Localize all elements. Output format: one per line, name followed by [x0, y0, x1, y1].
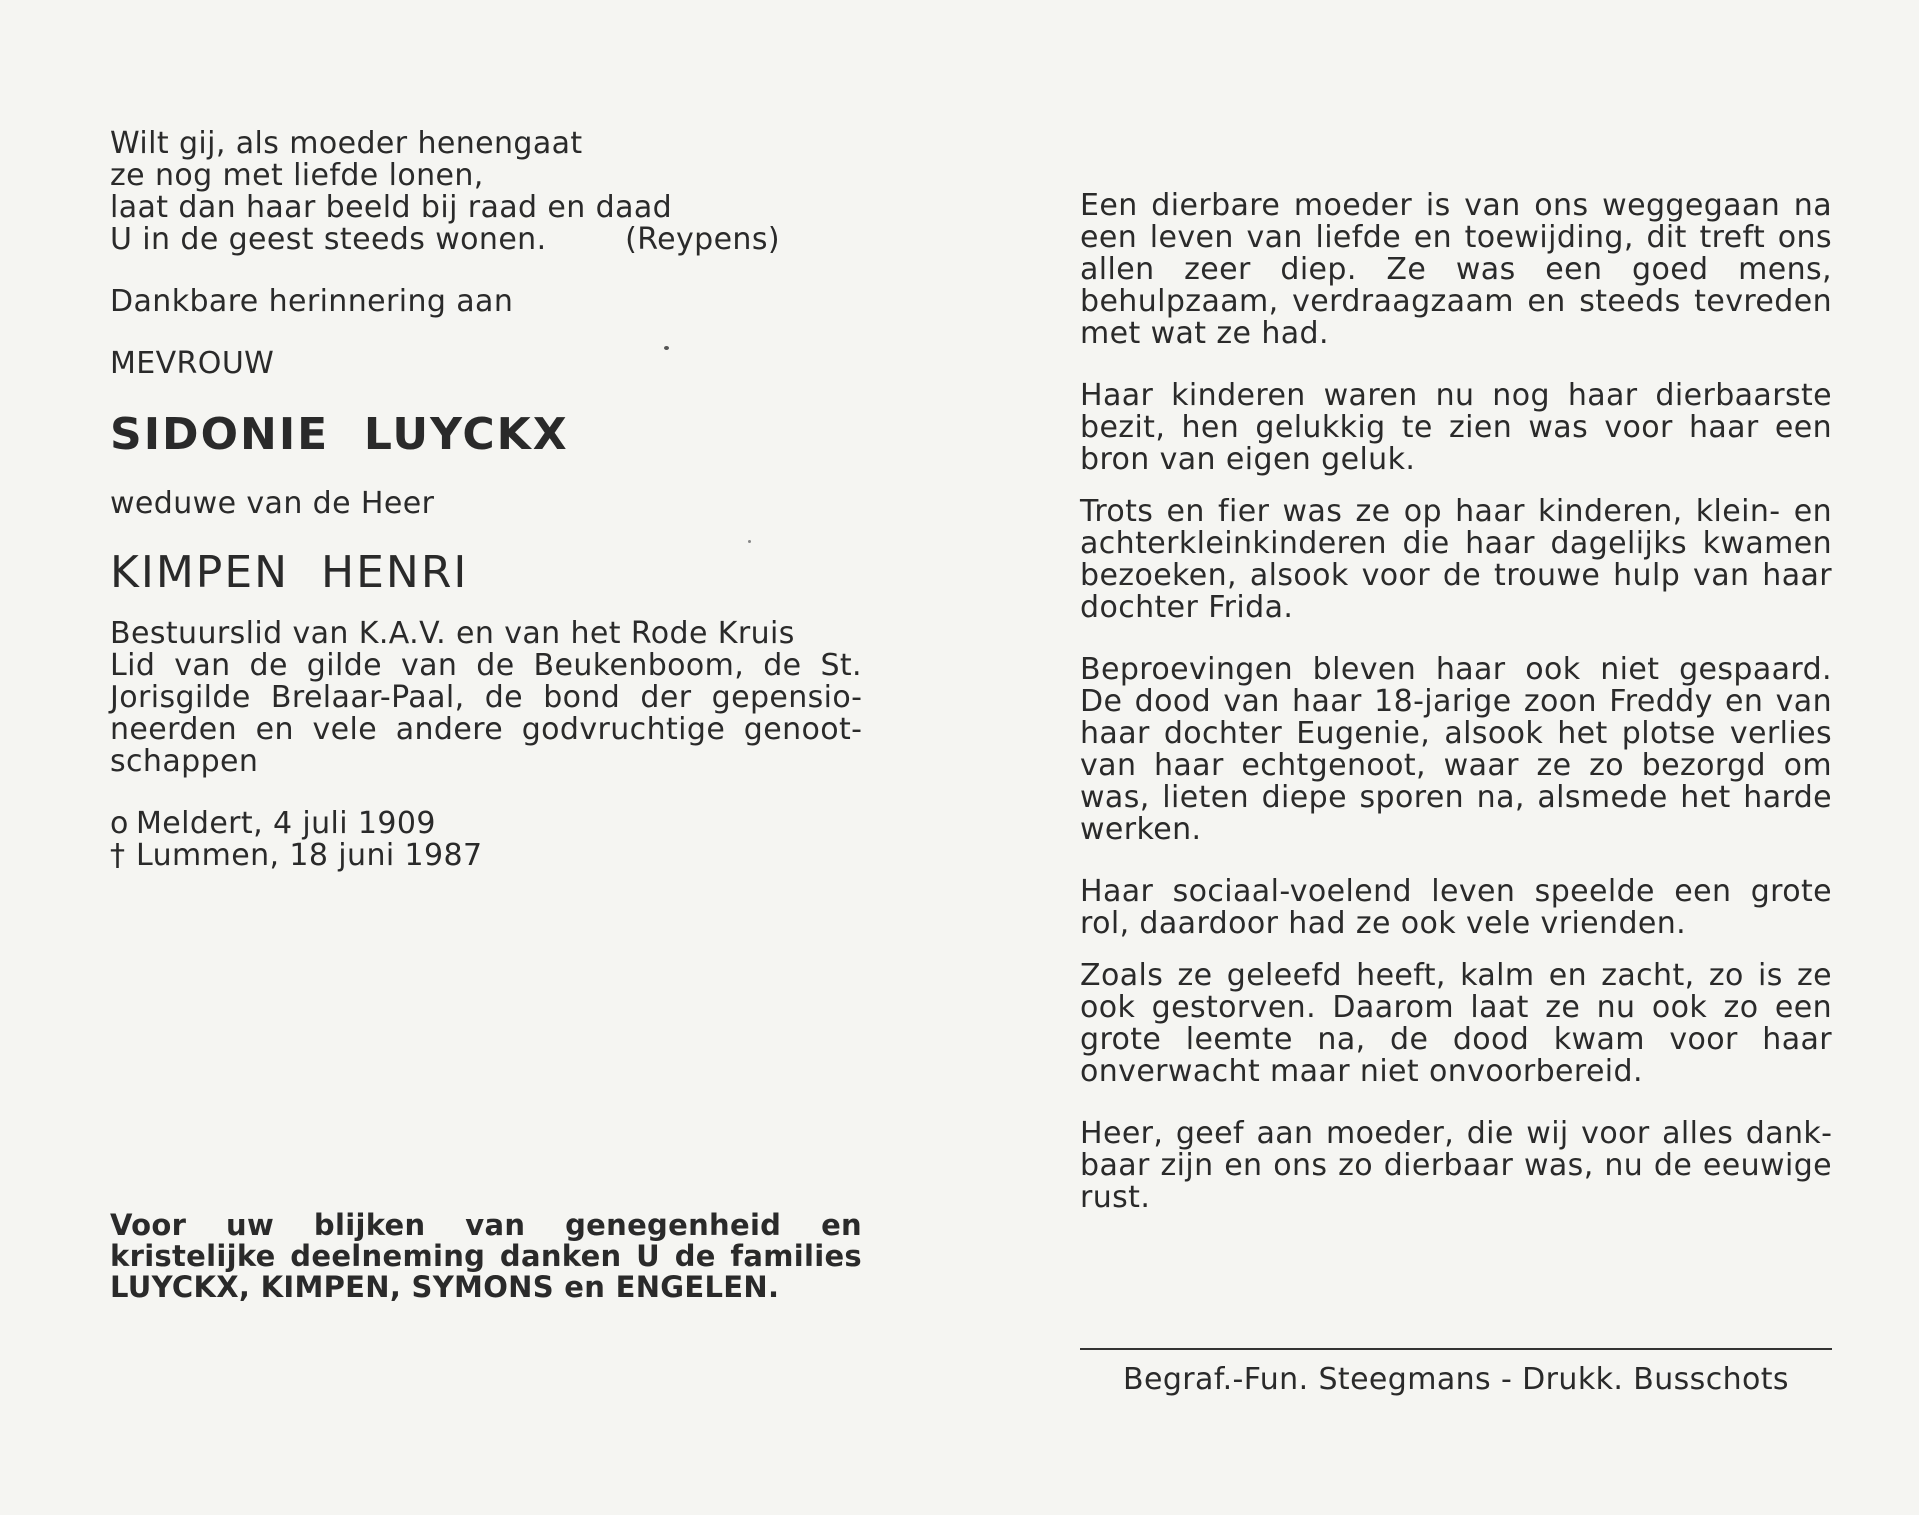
poem-line-3: laat dan haar beeld bij raad en daad	[110, 190, 673, 225]
thanks-note: Voor uw blijken van genegenheid en kristelijke deelneming danken U de families LUYCKX, KIMPEN, SYMONS en ENGELEN.	[110, 1208, 862, 1304]
death-text: Lummen, 18 juni 1987	[136, 838, 483, 873]
birth-symbol: o	[110, 806, 129, 841]
paragraph-1: Een dierbare moeder is van ons weggegaan na een leven van liefde en toewijding, dit treft ons allen zeer diep. Ze was een goed mens, behulpzaam, verdraagzaam en steeds tevreden met wat ze had.	[1080, 188, 1832, 351]
poem	[110, 128, 862, 256]
ink-speck	[664, 346, 669, 350]
ink-speck	[748, 540, 751, 543]
intro-text: Dankbare herinnering aan	[110, 284, 514, 319]
printer-credit: Begraf.-Fun. Steegmans - Drukk. Busschots	[1123, 1362, 1789, 1397]
footer-divider	[1080, 1348, 1832, 1350]
birth-line	[110, 808, 862, 840]
poem-line-2: ze nog met liefde lonen,	[110, 158, 484, 193]
husband-name: KIMPEN HENRI	[110, 547, 469, 598]
birth-text: Meldert, 4 juli 1909	[136, 806, 436, 841]
poem-author: (Reypens)	[625, 222, 780, 257]
dates	[110, 808, 862, 872]
roles	[110, 618, 862, 778]
paragraph-6: Zoals ze geleefd heeft, kalm en zacht, zo is ze ook gestorven. Daarom laat ze nu ook zo een grote leemte na, de dood kwam voor haar onverwacht maar niet onvoorbereid.	[1080, 958, 1832, 1089]
paragraph-2: Haar kinderen waren nu nog haar dierbaarste bezit, hen gelukkig te zien was voor haar een bron van eigen geluk.	[1080, 378, 1832, 477]
right-column	[1080, 190, 1832, 1244]
poem-line-1: Wilt gij, als moeder henengaat	[110, 126, 583, 161]
left-column	[110, 128, 862, 872]
honorific: MEVROUW	[110, 346, 275, 381]
paragraph-3: Trots en fier was ze op haar kinderen, klein- en achterkleinkinderen die haar dagelijks kwamen bezoeken, alsook voor de trouwe hulp van haar dochter Frida.	[1080, 494, 1832, 625]
cross-icon: †	[110, 838, 126, 873]
deceased-name: SIDONIE LUYCKX	[110, 409, 569, 460]
death-line	[110, 840, 862, 872]
paragraph-5: Haar sociaal-voelend leven speelde een grote rol, daardoor had ze ook vele vrienden.	[1080, 874, 1832, 941]
role-line-1: Bestuurslid van K.A.V. en van het Rode Kruis	[110, 616, 795, 651]
paragraph-7: Heer, geef aan moeder, die wij voor alles dankbaar zijn en ons zo dierbaar was, nu de eeuwige rust.	[1080, 1116, 1832, 1215]
role-line-2: Lid van de gilde van de Beukenboom, de St. Jorisgilde Brelaar-Paal, de bond der gepensioneerden en vele andere godvruchtige genootschappen	[110, 648, 862, 779]
widow-of-text: weduwe van de Heer	[110, 486, 435, 521]
paragraph-4: Beproevingen bleven haar ook niet gespaard. De dood van haar 18-jarige zoon Freddy en van haar dochter Eugenie, alsook het plotse verlies van haar echtgenoot, waar ze zo bezorgd om was, lieten diepe sporen na, alsmede het harde werken.	[1080, 652, 1832, 847]
poem-line-4	[110, 224, 780, 256]
poem-last-line: U in de geest steeds wonen.	[110, 222, 547, 257]
